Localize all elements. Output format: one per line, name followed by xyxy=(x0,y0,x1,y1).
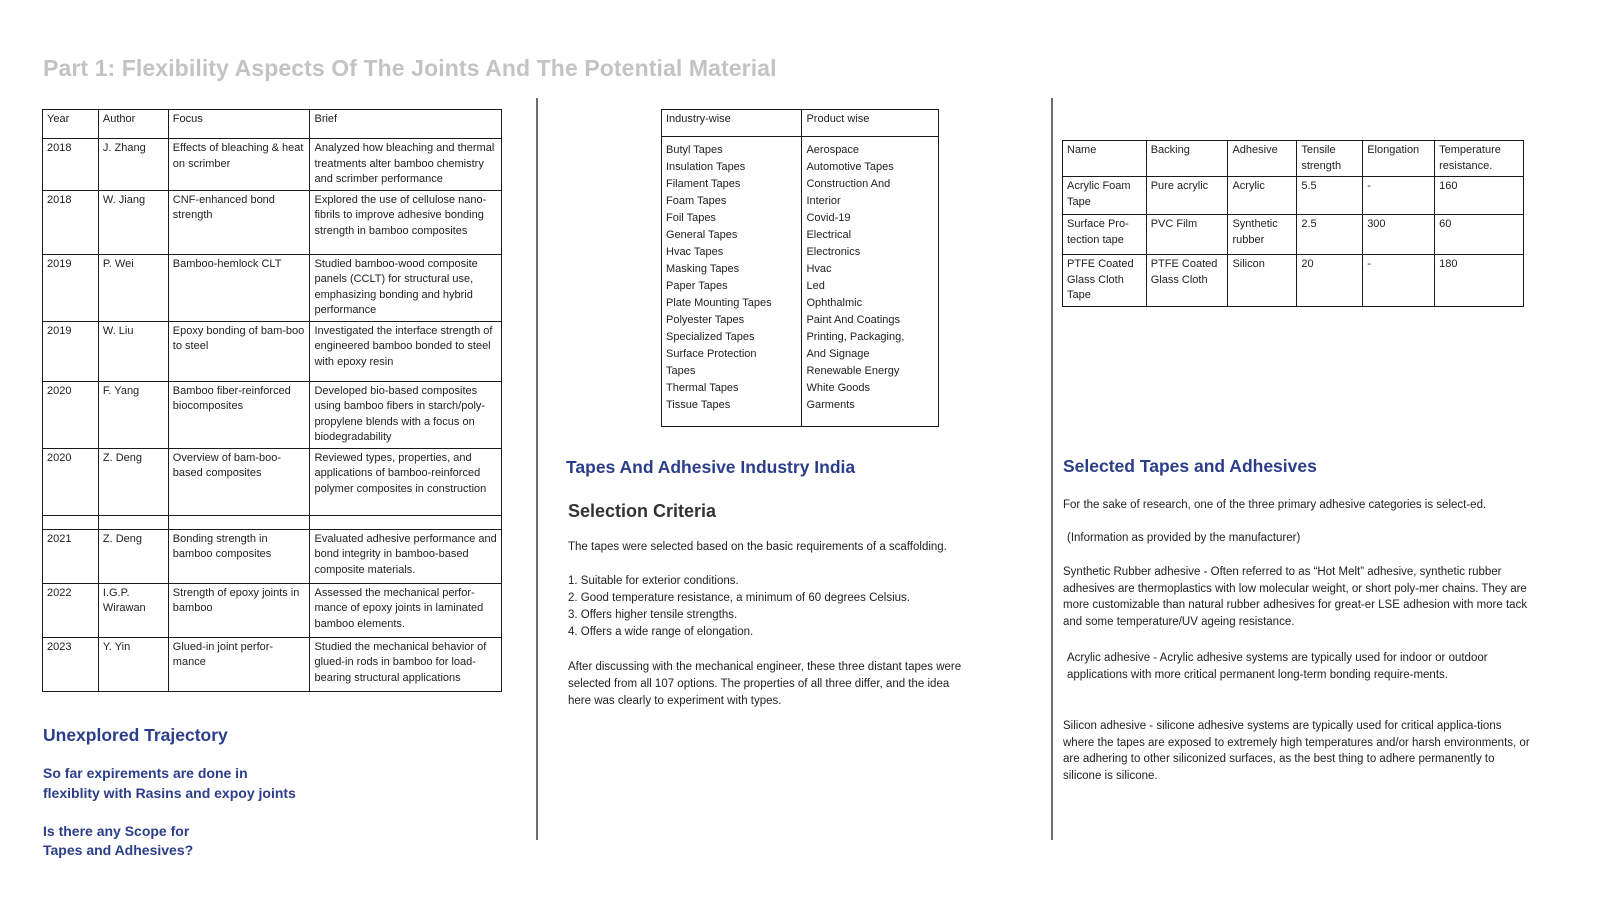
cell-year: 2023 xyxy=(43,637,99,691)
table-row xyxy=(43,515,502,529)
cell-adhesive: Synthetic rubber xyxy=(1228,215,1297,255)
product-item: Led xyxy=(806,280,825,292)
cell-tensile: 2.5 xyxy=(1297,215,1363,255)
industry-item: Foil Tapes xyxy=(666,212,716,224)
product-item: White Goods xyxy=(806,382,871,394)
selection-intro: The tapes were selected based on the basic requirements of a scaffolding. xyxy=(568,541,947,553)
product-item: Paint And Coatings xyxy=(806,314,901,326)
criteria-list xyxy=(568,573,910,641)
cell-author: Z. Deng xyxy=(98,529,168,583)
cell-brief: Analyzed how bleaching and thermal treatments alter bamboo chemistry and scrimber performance xyxy=(310,139,502,191)
product-item: Electrical xyxy=(806,229,852,241)
product-item: Garments xyxy=(806,399,855,411)
industry-item: Masking Tapes xyxy=(666,263,740,275)
table-row xyxy=(43,448,502,515)
cell-year: 2019 xyxy=(43,321,99,381)
selection-conclusion-3: here was clearly to experiment with types. xyxy=(568,695,782,707)
header-tensile-strength: Tensile strength xyxy=(1297,141,1363,177)
table-row xyxy=(43,139,502,191)
header-year: Year xyxy=(43,110,99,139)
cell-focus: Bonding strength in bamboo composites xyxy=(168,529,310,583)
header-temperature-resistance: Temperature resistance. xyxy=(1435,141,1524,177)
table-row xyxy=(43,190,502,254)
industry-item: Filament Tapes xyxy=(666,178,741,190)
cell-adhesive: Silicon xyxy=(1228,255,1297,307)
cell-brief: Reviewed types, properties, and applications of bamboo-reinforced polymer composites in construction xyxy=(310,448,502,515)
table-row xyxy=(43,583,502,637)
research-table xyxy=(42,109,502,692)
cell-author: W. Liu xyxy=(98,321,168,381)
criteria-item: 4. Offers a wide range of elongation. xyxy=(568,626,754,638)
cell-focus: Bamboo-hemlock CLT xyxy=(168,254,310,321)
industry-heading: Tapes And Adhesive Industry India xyxy=(566,457,856,477)
table-row xyxy=(43,529,502,583)
cell-year xyxy=(43,515,99,529)
product-item: And Signage xyxy=(806,348,870,360)
cell-focus xyxy=(168,515,310,529)
industry-item: General Tapes xyxy=(666,229,738,241)
cell-brief: Explored the use of cellulose nano-fibrils to improve adhesive bonding strength in bamboo composites xyxy=(310,190,502,254)
table-row xyxy=(43,321,502,381)
cell-brief xyxy=(310,515,502,529)
product-item: Interior xyxy=(806,195,841,207)
selected-intro: For the sake of research, one of the three primary adhesive categories is select-ed. xyxy=(1063,499,1487,511)
cell-backing: PTFE Coated Glass Cloth xyxy=(1146,255,1228,307)
product-item: Printing, Packaging, xyxy=(806,331,905,343)
column-divider-right xyxy=(1051,98,1053,840)
header-focus: Focus xyxy=(168,110,310,139)
cell-tensile: 5.5 xyxy=(1297,177,1363,215)
product-item: Covid-19 xyxy=(806,212,851,224)
cell-year: 2021 xyxy=(43,529,99,583)
selection-conclusion-1: After discussing with the mechanical engineer, these three distant tapes were xyxy=(568,661,962,673)
industry-item: Polyester Tapes xyxy=(666,314,745,326)
research-table-header xyxy=(43,110,502,139)
cell-author: I.G.P. Wirawan xyxy=(98,583,168,637)
cell-author: F. Yang xyxy=(98,381,168,448)
criteria-item: 2. Good temperature resistance, a minimum of 60 degrees Celsius. xyxy=(568,592,910,604)
cell-author: W. Jiang xyxy=(98,190,168,254)
header-elongation: Elongation xyxy=(1363,141,1435,177)
silicon-description: Silicon adhesive - silicone adhesive systems are typically used for critical applica-tions where the tapes are exposed to extremely high temperatures and/or harsh environments, or are adhering to other siliconized surfaces, as the best thing to adhere permanently to silicone is silicone. xyxy=(1063,720,1530,782)
criteria-item: 3. Offers higher tensile strengths. xyxy=(568,609,738,621)
industry-item: Thermal Tapes xyxy=(666,382,739,394)
table-row xyxy=(43,637,502,691)
table-row xyxy=(1063,215,1524,255)
industry-item: Insulation Tapes xyxy=(666,161,746,173)
cell-temperature: 60 xyxy=(1435,215,1524,255)
selection-criteria-title: Selection Criteria xyxy=(568,501,717,521)
cell-focus: Strength of epoxy joints in bamboo xyxy=(168,583,310,637)
selected-note: (Information as provided by the manufacturer) xyxy=(1067,532,1301,544)
industry-item: Specialized Tapes xyxy=(666,331,755,343)
industry-item: Tapes xyxy=(666,365,696,377)
cell-year: 2022 xyxy=(43,583,99,637)
page-title: Part 1: Flexibility Aspects Of The Joints And The Potential Material xyxy=(43,55,777,81)
criteria-item: 1. Suitable for exterior conditions. xyxy=(568,575,739,587)
industry-list-cell xyxy=(662,137,802,427)
product-item: Renewable Energy xyxy=(806,365,900,377)
table-row xyxy=(43,254,502,321)
cell-year: 2020 xyxy=(43,381,99,448)
cell-focus: Bamboo fiber-reinforced biocomposites xyxy=(168,381,310,448)
cell-focus: Epoxy bonding of bam-boo to steel xyxy=(168,321,310,381)
cell-year: 2019 xyxy=(43,254,99,321)
cell-brief: Developed bio-based composites using bamboo fibers in starch/poly-propylene blends with a focus on biodegradability xyxy=(310,381,502,448)
cell-author: P. Wei xyxy=(98,254,168,321)
industry-table-row xyxy=(662,137,939,427)
cell-year: 2020 xyxy=(43,448,99,515)
product-item: Aerospace xyxy=(806,144,860,156)
industry-item: Foam Tapes xyxy=(666,195,727,207)
tape-properties-table xyxy=(1062,140,1524,307)
unexplored-question-2: Tapes and Adhesives? xyxy=(43,842,194,858)
industry-item: Hvac Tapes xyxy=(666,246,724,258)
props-table-header xyxy=(1063,141,1524,177)
table-row xyxy=(43,381,502,448)
cell-brief: Studied bamboo-wood composite panels (CCLT) for structural use, emphasizing bonding and hybrid performance xyxy=(310,254,502,321)
cell-name: Acrylic Foam Tape xyxy=(1063,177,1147,215)
industry-item: Tissue Tapes xyxy=(666,399,731,411)
cell-temperature: 180 xyxy=(1435,255,1524,307)
header-industry-wise: Industry-wise xyxy=(662,110,802,137)
cell-brief: Investigated the interface strength of engineered bamboo bonded to steel with epoxy resin xyxy=(310,321,502,381)
unexplored-line-1: So far expirements are done in xyxy=(43,765,248,781)
product-list-cell xyxy=(802,137,939,427)
cell-temperature: 160 xyxy=(1435,177,1524,215)
header-product-wise: Product wise xyxy=(802,110,939,137)
cell-year: 2018 xyxy=(43,190,99,254)
unexplored-heading: Unexplored Trajectory xyxy=(43,725,228,745)
unexplored-question-1: Is there any Scope for xyxy=(43,823,190,839)
industry-item: Plate Mounting Tapes xyxy=(666,297,772,309)
cell-backing: PVC Film xyxy=(1146,215,1228,255)
cell-brief: Evaluated adhesive performance and bond integrity in bamboo-based composite materials. xyxy=(310,529,502,583)
cell-author xyxy=(98,515,168,529)
table-row xyxy=(1063,177,1524,215)
header-author: Author xyxy=(98,110,168,139)
header-backing: Backing xyxy=(1146,141,1228,177)
product-item: Automotive Tapes xyxy=(806,161,894,173)
industry-table-header xyxy=(662,110,939,137)
cell-backing: Pure acrylic xyxy=(1146,177,1228,215)
cell-elongation: - xyxy=(1363,255,1435,307)
cell-year: 2018 xyxy=(43,139,99,191)
cell-brief: Assessed the mechanical perfor-mance of epoxy joints in laminated bamboo elements. xyxy=(310,583,502,637)
product-item: Hvac xyxy=(806,263,832,275)
synthetic-rubber-description: Synthetic Rubber adhesive - Often referred to as “Hot Melt” adhesive, synthetic rubber adhesives are thermoplastics with low molecular weight, or short poly-mer chains. They are more customizable than natural rubber adhesives for great-er LSE adhesion with more tack and some temperature/UV ageing resistance. xyxy=(1063,566,1528,628)
industry-item: Paper Tapes xyxy=(666,280,728,292)
column-divider-left xyxy=(536,98,538,840)
cell-focus: Glued-in joint perfor-mance xyxy=(168,637,310,691)
header-brief: Brief xyxy=(310,110,502,139)
acrylic-description: Acrylic adhesive - Acrylic adhesive systems are typically used for indoor or outdoor applications with more critical permanent long-term bonding require-ments. xyxy=(1067,652,1488,681)
product-item: Construction And xyxy=(806,178,891,190)
industry-table xyxy=(661,109,939,427)
industry-item: Butyl Tapes xyxy=(666,144,723,156)
industry-item: Surface Protection xyxy=(666,348,757,360)
unexplored-line-2: flexiblity with Rasins and expoy joints xyxy=(43,785,296,801)
table-row xyxy=(1063,255,1524,307)
product-item: Ophthalmic xyxy=(806,297,863,309)
product-item: Electronics xyxy=(806,246,861,258)
cell-elongation: - xyxy=(1363,177,1435,215)
cell-author: J. Zhang xyxy=(98,139,168,191)
cell-name: PTFE Coated Glass Cloth Tape xyxy=(1063,255,1147,307)
cell-brief: Studied the mechanical behavior of glued-in rods in bamboo for load-bearing structural applications xyxy=(310,637,502,691)
selection-conclusion-2: selected from all 107 options. The properties of all three differ, and the idea xyxy=(568,678,950,690)
cell-adhesive: Acrylic xyxy=(1228,177,1297,215)
cell-name: Surface Pro-tection tape xyxy=(1063,215,1147,255)
cell-author: Y. Yin xyxy=(98,637,168,691)
header-name: Name xyxy=(1063,141,1147,177)
cell-focus: Effects of bleaching & heat on scrimber xyxy=(168,139,310,191)
cell-author: Z. Deng xyxy=(98,448,168,515)
selected-tapes-heading: Selected Tapes and Adhesives xyxy=(1063,456,1317,476)
cell-focus: CNF-enhanced bond strength xyxy=(168,190,310,254)
cell-elongation: 300 xyxy=(1363,215,1435,255)
cell-tensile: 20 xyxy=(1297,255,1363,307)
cell-focus: Overview of bam-boo-based composites xyxy=(168,448,310,515)
header-adhesive: Adhesive xyxy=(1228,141,1297,177)
